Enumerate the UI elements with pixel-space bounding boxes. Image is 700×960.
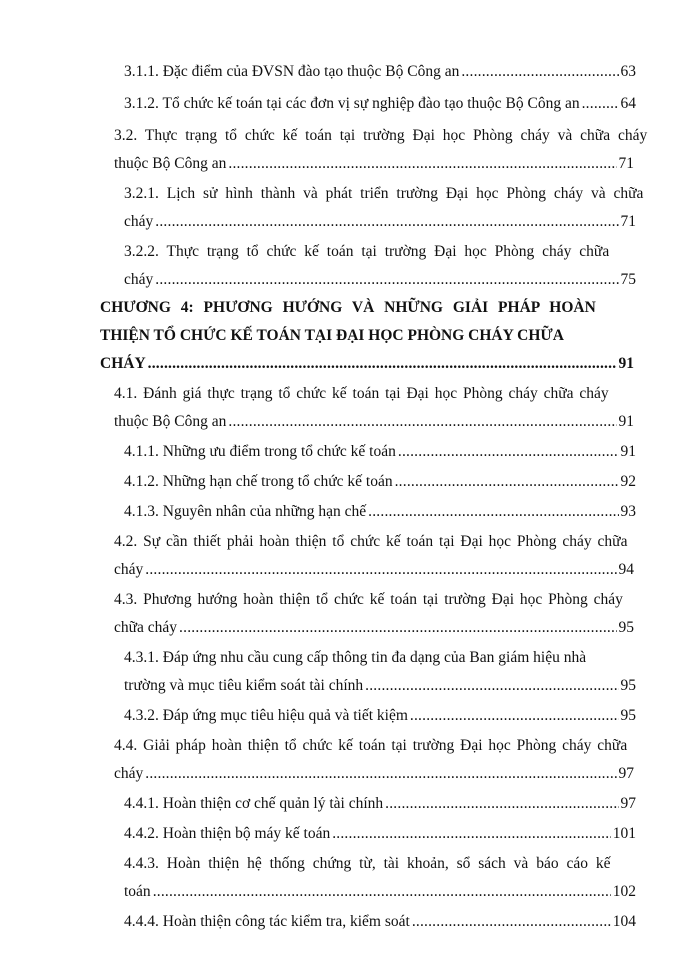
- toc-line: [100, 294, 634, 322]
- leader-dots: [153, 878, 611, 906]
- leader-dots: [412, 908, 611, 936]
- toc-line: [124, 672, 636, 700]
- toc-line: [124, 468, 636, 496]
- toc-entry-text: 3.1.2. Tổ chức kế toán tại các đơn vị sự nghiệp đào tạo thuộc Bộ Công an: [124, 95, 580, 112]
- toc-page-number: 97: [618, 765, 634, 782]
- toc-line: [124, 208, 636, 236]
- leader-dots: [365, 672, 618, 700]
- toc-entry-4-3-1[interactable]: [0, 644, 700, 700]
- toc-line: [114, 150, 634, 178]
- toc-entry-4-2[interactable]: [0, 528, 700, 584]
- toc-page-number: 91: [618, 355, 634, 372]
- toc-entry-text-cont: cháy: [114, 561, 144, 578]
- toc-line: [124, 878, 636, 906]
- toc-entry-text-cont: thuộc Bộ Công an: [114, 155, 227, 172]
- toc-entry-text: 4.1. Đánh giá thực trạng tổ chức kế toán tại Đại học Phòng cháy chữa cháy: [114, 385, 609, 402]
- toc-entry-4-4-2[interactable]: [0, 820, 700, 848]
- toc-page-number: 64: [620, 95, 636, 112]
- toc-entry-text-cont: cháy: [124, 213, 154, 230]
- toc-entry-text-cont: toán: [124, 883, 151, 900]
- toc-line: [124, 498, 636, 526]
- toc-line: [114, 614, 634, 642]
- toc-entry-text: 3.2.2. Thực trạng tổ chức kế toán tại trường Đại học Phòng cháy chữa: [124, 243, 610, 260]
- toc-entry-3-1-2[interactable]: [0, 90, 700, 118]
- toc-entry-text-cont: chữa cháy: [114, 619, 178, 636]
- toc-page-number: 71: [620, 213, 636, 230]
- toc-page-number: 94: [618, 561, 634, 578]
- toc-entry-3-1-1[interactable]: [0, 58, 700, 86]
- toc-line: [100, 322, 634, 350]
- toc-line: [124, 820, 636, 848]
- toc-line: [124, 180, 644, 208]
- toc-entry-text: 3.1.1. Đặc điểm của ĐVSN đào tạo thuộc Bộ Công an: [124, 63, 460, 80]
- toc-entry-4-1-3[interactable]: [0, 498, 700, 526]
- toc-entry-text: 4.3.1. Đáp ứng nhu cầu cung cấp thông tin đa dạng của Ban giám hiệu nhà: [124, 649, 587, 666]
- chapter-title-cont: CHÁY: [100, 355, 146, 372]
- toc-entry-text: 3.2.1. Lịch sử hình thành và phát triển trường Đại học Phòng cháy và chữa: [124, 185, 644, 202]
- toc-entry-4-4-3[interactable]: [0, 850, 700, 906]
- toc-page-number: 75: [620, 271, 636, 288]
- toc-page-number: 91: [618, 413, 634, 430]
- leader-dots: [145, 556, 616, 584]
- leader-dots: [368, 498, 618, 526]
- toc-line: [114, 586, 634, 614]
- toc-entry-text: 4.3. Phương hướng hoàn thiện tổ chức kế toán tại trường Đại học Phòng cháy: [114, 591, 623, 608]
- toc-page-number: 93: [620, 503, 636, 520]
- toc-entry-4-1[interactable]: [0, 380, 700, 436]
- leader-dots: [155, 266, 618, 294]
- toc-chapter-4[interactable]: [0, 294, 700, 378]
- toc-page-number: 92: [620, 473, 636, 490]
- toc-entry-text: 4.1.1. Những ưu điểm trong tổ chức kế toán: [124, 443, 396, 460]
- toc-entry-text: 4.4.3. Hoàn thiện hệ thống chứng từ, tài khoản, sổ sách và báo cáo kế: [124, 855, 611, 872]
- chapter-title-cont: THIỆN TỔ CHỨC KẾ TOÁN TẠI ĐẠI HỌC PHÒNG CHÁY CHỮA: [100, 327, 564, 344]
- toc-line: [124, 850, 636, 878]
- toc-line: [114, 528, 634, 556]
- leader-dots: [148, 350, 617, 378]
- toc-line: [124, 90, 636, 118]
- toc-line: [124, 702, 636, 730]
- toc-line: [114, 122, 648, 150]
- toc-line: [114, 380, 634, 408]
- toc-line: [124, 790, 636, 818]
- toc-entry-text-cont: thuộc Bộ Công an: [114, 413, 227, 430]
- toc-entry-4-1-2[interactable]: [0, 468, 700, 496]
- toc-line: [124, 908, 636, 936]
- toc-entry-4-1-1[interactable]: [0, 438, 700, 466]
- toc-entry-3-2[interactable]: [0, 122, 700, 178]
- toc-entry-text: 4.1.2. Những hạn chế trong tổ chức kế toán: [124, 473, 393, 490]
- toc-line: [114, 556, 634, 584]
- table-of-contents: [0, 58, 700, 938]
- toc-entry-3-2-1[interactable]: [0, 180, 700, 236]
- chapter-title: CHƯƠNG 4: PHƯƠNG HƯỚNG VÀ NHỮNG GIẢI PHÁP HOÀN: [100, 299, 596, 316]
- toc-page-number: 95: [620, 677, 636, 694]
- toc-page-number: 63: [620, 63, 636, 80]
- toc-page-number: 104: [612, 913, 636, 930]
- toc-line: [114, 760, 634, 788]
- toc-entry-3-2-2[interactable]: [0, 238, 700, 294]
- toc-entry-4-4-4[interactable]: [0, 908, 700, 936]
- toc-line: [124, 644, 636, 672]
- toc-page-number: 97: [620, 795, 636, 812]
- leader-dots: [385, 790, 618, 818]
- toc-page-number: 102: [612, 883, 636, 900]
- toc-entry-text: 4.4. Giải pháp hoàn thiện tổ chức kế toán tại trường Đại học Phòng cháy chữa: [114, 737, 628, 754]
- toc-line: [114, 408, 634, 436]
- toc-entry-text: 4.4.1. Hoàn thiện cơ chế quản lý tài chính: [124, 795, 384, 812]
- toc-entry-text-cont: cháy: [124, 271, 154, 288]
- toc-entry-text-cont: trường và mục tiêu kiểm soát tài chính: [124, 677, 364, 694]
- toc-line: [114, 732, 634, 760]
- toc-entry-text: 3.2. Thực trạng tổ chức kế toán tại trường Đại học Phòng cháy và chữa cháy: [114, 127, 648, 144]
- toc-entry-text: 4.3.2. Đáp ứng mục tiêu hiệu quả và tiết kiệm: [124, 707, 408, 724]
- leader-dots: [145, 760, 616, 788]
- toc-entry-4-3[interactable]: [0, 586, 700, 642]
- leader-dots: [228, 150, 616, 178]
- toc-line: [100, 350, 634, 378]
- leader-dots: [155, 208, 618, 236]
- toc-page-number: 91: [620, 443, 636, 460]
- leader-dots: [332, 820, 611, 848]
- toc-entry-4-4[interactable]: [0, 732, 700, 788]
- toc-page-number: 95: [618, 619, 634, 636]
- leader-dots: [410, 702, 619, 730]
- toc-page-number: 101: [612, 825, 636, 842]
- toc-line: [124, 58, 636, 86]
- toc-entry-text-cont: cháy: [114, 765, 144, 782]
- toc-line: [124, 438, 636, 466]
- toc-entry-4-3-2[interactable]: [0, 702, 700, 730]
- toc-entry-text: 4.1.3. Nguyên nhân của những hạn chế: [124, 503, 367, 520]
- leader-dots: [398, 438, 619, 466]
- leader-dots: [461, 58, 618, 86]
- toc-page-number: 71: [618, 155, 634, 172]
- leader-dots: [395, 468, 619, 496]
- toc-line: [124, 266, 636, 294]
- leader-dots: [228, 408, 616, 436]
- toc-entry-4-4-1[interactable]: [0, 790, 700, 818]
- toc-entry-text: 4.2. Sự cần thiết phải hoàn thiện tổ chức kế toán tại Đại học Phòng cháy chữa: [114, 533, 628, 550]
- toc-entry-text: 4.4.4. Hoàn thiện công tác kiểm tra, kiểm soát: [124, 913, 410, 930]
- toc-page-number: 95: [620, 707, 636, 724]
- toc-entry-text: 4.4.2. Hoàn thiện bộ máy kế toán: [124, 825, 331, 842]
- toc-line: [124, 238, 636, 266]
- leader-dots: [582, 90, 619, 118]
- leader-dots: [179, 614, 616, 642]
